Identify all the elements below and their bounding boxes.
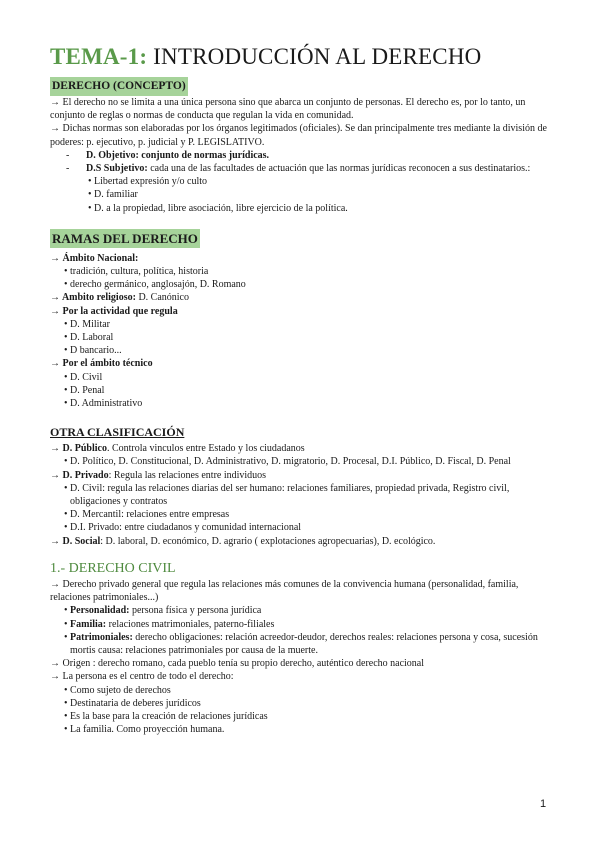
list-item: • tradición, cultura, política, historia xyxy=(64,266,209,278)
list-item: • D. Mercantil: relaciones entre empresas xyxy=(64,509,230,521)
list-item: • Familia: relaciones matrimoniales, paterno-filiales xyxy=(64,618,275,630)
paragraph: → Origen : derecho romano, cada pueblo tenía su propio derecho, auténtico derecho nacional xyxy=(50,658,425,670)
list-item: • La familia. Como proyección humana. xyxy=(64,724,225,736)
document-page xyxy=(50,42,550,736)
list-item: • D bancario... xyxy=(64,345,122,357)
list-item: → Por la actividad que regula xyxy=(50,305,178,317)
list-item: • Patrimoniales: derecho obligaciones: relación acreedor-deudor, derechos reales: relaciones persona y cosa, sucesión mortis causa: relaciones patrimoniales por causa de la muerte. xyxy=(64,631,538,656)
paragraph: → Dichas normas son elaboradas por los órganos legitimados (oficiales). Se dan principalmente tres mediante la división de poderes: p. ejecutivo, p. judicial y P. LEGISLATIVO. xyxy=(50,123,547,148)
list-item: • D. Militar xyxy=(64,318,111,330)
list-item: → Ámbito Nacional: xyxy=(50,252,139,264)
title-text: INTRODUCCIÓN AL DERECHO xyxy=(153,44,482,69)
list-item: → D. Público. Controla vinculos entre Estado y los ciudadanos xyxy=(50,443,305,455)
list-item: • Personalidad: persona física y persona jurídica xyxy=(64,605,262,617)
page-number: 1 xyxy=(540,798,547,810)
list-item: → Ambito religioso: D. Canónico xyxy=(50,292,189,304)
page-title xyxy=(50,42,550,72)
list-item: → D. Privado: Regula las relaciones entre individuos xyxy=(50,469,267,481)
list-item: • Es la base para la creación de relaciones jurídicas xyxy=(64,710,268,722)
list-item: • D. a la propiedad, libre asociación, libre ejercicio de la política. xyxy=(88,202,348,214)
list-item: • D. Administrativo xyxy=(64,398,143,410)
section-heading-otra: OTRA CLASIFICACIÓN xyxy=(50,425,185,440)
list-item: - D. Objetivo: conjunto de normas jurídicas. xyxy=(66,149,270,161)
paragraph: → El derecho no se limita a una única persona sino que abarca un conjunto de personas. El derecho es, por lo tanto, un conjunto de reglas o normas de conducta que regulan la vida en comunidad. xyxy=(50,97,526,122)
list-item: • derecho germánico, anglosajón, D. Romano xyxy=(64,279,246,291)
list-item: • D. Civil: regula las relaciones diarias del ser humano: relaciones familiares, propiedad privada, Registro civil, obligaciones y contratos xyxy=(64,482,510,508)
list-item: → D. Social: D. laboral, D. económico, D. agrario ( explotaciones agropecuarias), D. ecológico. xyxy=(50,535,436,547)
paragraph: → La persona es el centro de todo el derecho: xyxy=(50,671,234,683)
section-heading-concepto: DERECHO (CONCEPTO) xyxy=(50,77,188,96)
section-heading-ramas: RAMAS DEL DERECHO xyxy=(52,230,198,246)
title-number: TEMA-1: xyxy=(50,44,148,69)
list-item: • D. Laboral xyxy=(64,332,114,344)
list-item: • D.I. Privado: entre ciudadanos y comunidad internacional xyxy=(64,522,302,534)
list-item: - D.S Subjetivo: cada una de las facultades de actuación que las normas jurídicas reconocen a sus destinatarios.: xyxy=(66,163,531,175)
list-item: • Libertad expresión y/o culto xyxy=(88,176,208,188)
list-item: • D. Penal xyxy=(64,384,105,396)
list-item: • Destinataria de deberes jurídicos xyxy=(64,697,201,709)
list-item: • Como sujeto de derechos xyxy=(64,684,171,696)
list-item: → Por el ámbito técnico xyxy=(50,358,153,370)
section-heading-civil: 1.- DERECHO CIVIL xyxy=(50,560,176,576)
list-item: • D. Político, D. Constitucional, D. Administrativo, D. migratorio, D. Procesal, D.I. Público, D. Fiscal, D. Penal xyxy=(64,456,511,468)
paragraph: → Derecho privado general que regula las relaciones más comunes de la convivencia humana (personalidad, familia, relaciones patrimoniales...) xyxy=(50,578,519,604)
list-item: • D. familiar xyxy=(88,189,138,201)
list-item: • D. Civil xyxy=(64,371,103,383)
